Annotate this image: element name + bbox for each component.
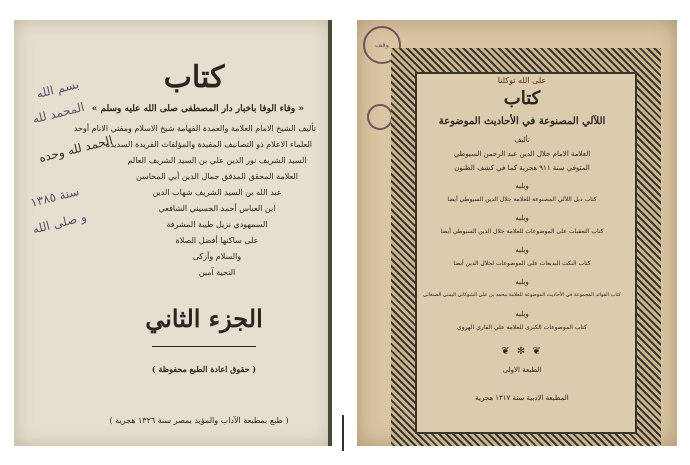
handwritten-note-2: المحمد لله xyxy=(31,99,86,127)
section-label: ويليه xyxy=(515,278,529,286)
left-rights-notice: ( حقوق اعادة الطبع محفوظة ) xyxy=(151,364,257,374)
right-title-page xyxy=(357,20,677,446)
left-body-line: السمهودي نزيل طيبة المشرفة xyxy=(166,220,268,229)
left-body-line: على ساكنها أفضل الصلاة xyxy=(175,236,259,245)
author-label: تأليف xyxy=(514,136,530,144)
section-text: كتاب الموضوعات الكبرى للعلامة علي القاري الهروي xyxy=(457,324,587,331)
left-body-line: تأليف الشيخ الامام العلامة والعمدة الفهامة شيخ الاسلام ومفتي الانام أوحد xyxy=(73,124,316,133)
section-text: كتاب ذيل اللآلي المصنوعة للعلامة جلال الدين السيوطي أيضا xyxy=(447,196,597,203)
left-volume-label: الجزء الثاني xyxy=(145,304,263,333)
section-text: كتاب الفوائد المجموعة في الأحاديث الموضوعة للعلامة محمد بن علي الشوكاني اليمني الصنعاني xyxy=(423,292,621,298)
left-body-line: العلماء الاعلام ذو التصانيف المفيدة والمؤلفات الفريدة السديدة xyxy=(105,140,312,149)
section-label: ويليه xyxy=(515,214,529,222)
ornamental-rule xyxy=(152,346,256,347)
right-book-subtitle: اللآلي المصنوعة في الأحاديث الموضوعة xyxy=(438,116,606,127)
author-line: المتوفي سنة ٩١١ هجرية كما في كشف الظنون xyxy=(454,164,590,172)
round-seal-icon xyxy=(367,104,393,130)
ornamental-frame xyxy=(391,48,661,446)
left-book-subtitle: « وفاء الوفا باخبار دار المصطفى صلى الله عليه وسلم » xyxy=(91,104,304,114)
left-title-page xyxy=(14,20,332,446)
handwritten-note-1: بسم الله xyxy=(34,76,81,102)
right-imprint: المطبعة الادبية سنة ١٣١٧ هجرية xyxy=(475,394,569,402)
section-label: ويليه xyxy=(515,182,529,190)
spine-edge xyxy=(328,20,332,446)
left-body-line: السيد الشريف نور الدين علي بن السيد الشريف العالم xyxy=(127,156,307,165)
scan-divider xyxy=(342,415,344,451)
left-body-line: عبد الله بن السيد الشريف شهاب الدين xyxy=(152,188,282,197)
left-body-line: والسلام وأزكى xyxy=(192,252,242,261)
left-book-title: كتاب xyxy=(163,60,225,95)
flourish-ornament-icon: ❦ ✻ ❦ xyxy=(501,346,543,357)
section-label: ويليه xyxy=(515,310,529,318)
handwritten-note-4: سنة ١٣٨٥ xyxy=(29,184,81,210)
section-label: ويليه xyxy=(515,246,529,254)
left-body-line: التحية آمين xyxy=(198,268,236,277)
section-text: كتاب النكت البديعات على الموضوعات لجلال الدين أيضا xyxy=(453,260,591,267)
top-handwritten-note: على الله توكلنا xyxy=(497,76,547,85)
left-body-line: العلامة المحقق المدقق جمال الدين أبي المحاسن xyxy=(135,172,299,181)
right-book-title: كتاب xyxy=(503,88,541,109)
frame-panel xyxy=(415,72,637,434)
section-text: كتاب التعقبات على الموضوعات للعلامة جلال الدين السيوطي أيضا xyxy=(440,228,604,235)
author-line: العلامة الامام جلال الدين عبد الرحمن السيوطي xyxy=(453,150,591,158)
left-body-line: ابن العباس أحمد الحسيني الشافعي xyxy=(158,204,276,213)
left-imprint: ( طبع بمطبعة الآداب والمؤيد بمصر سنة ١٣٢٦ هجرية ) xyxy=(109,416,289,425)
handwritten-note-5: و صلى الله xyxy=(31,209,88,237)
edition-label: الطبعة الاولى xyxy=(502,366,542,374)
library-stamp: وقف xyxy=(363,26,401,64)
handwritten-note-3: الحمد لله وحده xyxy=(37,133,115,165)
